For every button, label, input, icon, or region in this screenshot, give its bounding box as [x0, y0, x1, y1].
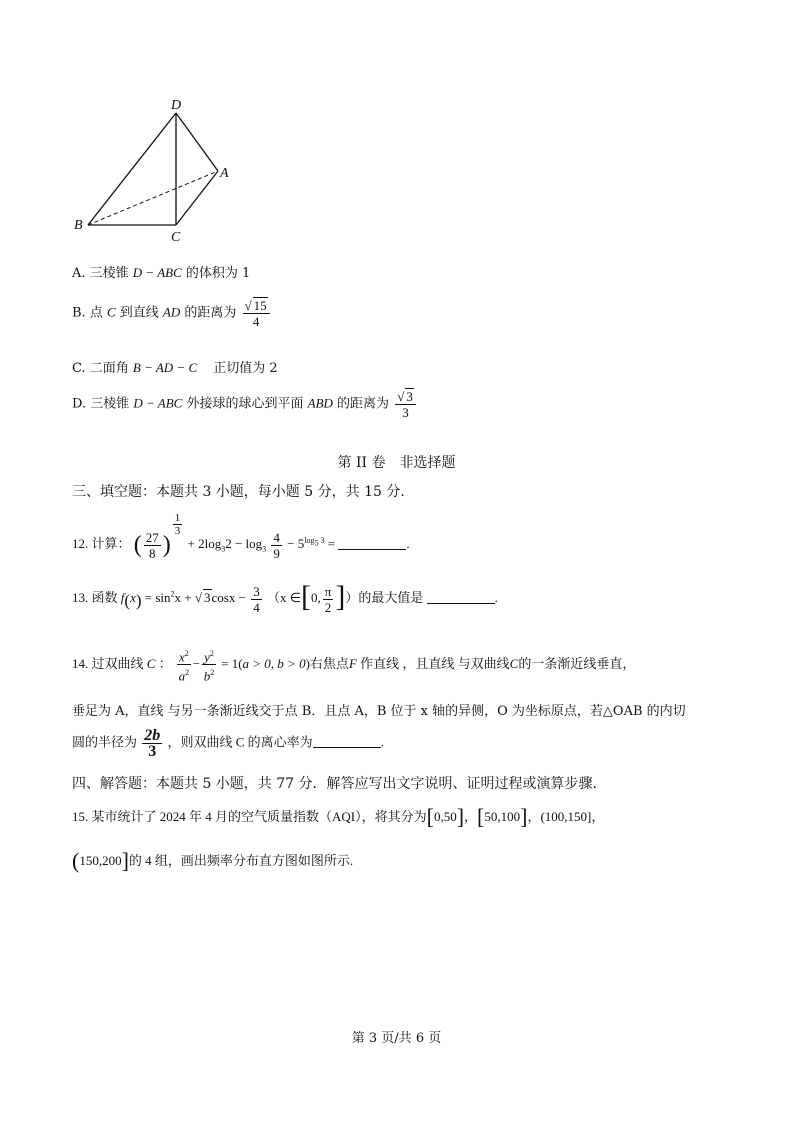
option-d: D. 三棱锥 D − ABC 外接球的球心到平面 ABD 的距离为 $\frac{√ 3}{3}$ [72, 388, 418, 420]
part-three-heading: 三、填空题：本题共 3 小题，每小题 5 分，共 15 分. [72, 484, 405, 500]
question-12: 12. 计算： ( $\frac{27}{8}$ ) $\frac{1}{3}$ + $2\log_32 - \log_3$ $\frac{4}{9}$ − $5^{log_5 3}$ = . [72, 512, 410, 561]
label-a: A [220, 166, 229, 181]
option-b: B. 点 C 到直线 AD 的距离为 $\frac{√ 15}{4}$ [72, 297, 272, 329]
answer-blank-13[interactable] [427, 591, 495, 604]
option-a: A. 三棱锥 D − ABC 的体积为 1 [72, 265, 251, 281]
question-14-line-3: 圆的半径为 $\frac{2b}{3}$ ，则双曲线 C 的离心率为 . [72, 727, 384, 760]
label-c: C [171, 230, 181, 245]
tetrahedron-figure [70, 95, 240, 245]
page-footer: 第 3 页/共 6 页 [351, 1031, 442, 1046]
label-b: B [74, 218, 83, 233]
part-four-heading: 四、解答题：本题共 5 小题，共 77 分．解答应写出文字说明、证明过程或演算步骤. [72, 776, 597, 792]
section-title: 第 II 卷 非选择题 [337, 455, 456, 471]
fraction-sqrt3-over-3: $\frac{√ 3}{3}$ [395, 388, 416, 420]
label-d: D [171, 98, 182, 113]
fraction-sqrt15-over-4: $\frac{√ 15}{4}$ [243, 297, 270, 329]
question-14-line-2: 垂足为 A，直线 与另一条渐近线交于点 B．且点 A，B 位于 x 轴的异侧，O 为坐标原点，若△OAB 的内切 [72, 704, 686, 719]
question-14-line-1: 14. 过双曲线 C ： $\frac{x^2}{a^2}$ − $\frac{y^2}{b^2}$ = 1(a > 0, b > 0)右焦点F 作直线 ，且直线 与双曲线C的一条渐近线垂直， [72, 646, 635, 684]
question-13: 13. 函数 $f(x) = \sin^2x$ + √ 3cosx − $\frac{3}{4}$ （x ∈[0, $\frac{\pi}{2}$ ]）的最大值是 . [72, 580, 498, 615]
option-c: C. 二面角 B − AD − C 正切值为 2 [72, 360, 278, 376]
answer-blank-14[interactable] [313, 735, 381, 748]
question-15-line-1: 15. 某市统计了 2024 年 4 月的空气质量指数（AQI），将其分为[0,50]，[50,100]，(100,150]， [72, 804, 605, 829]
question-15-line-2: (150,200]的 4 组，画出频率分布直方图如图所示. [72, 848, 354, 873]
answer-blank-12[interactable] [338, 537, 406, 550]
